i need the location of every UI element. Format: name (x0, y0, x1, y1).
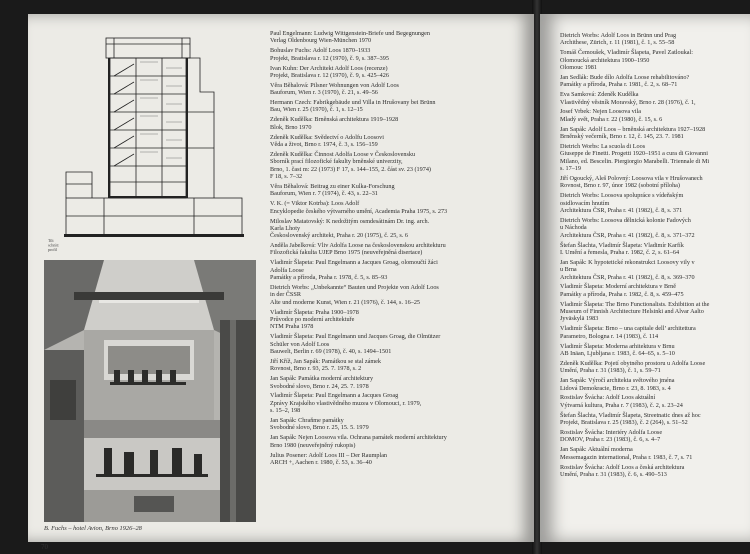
bibliography-line: Štefan Šlachta, Vladimír Šlapeta: Vladimír Karfík (560, 241, 684, 249)
bibliography-entry (270, 47, 528, 62)
bibliography-line: Vladimír Šlapeta: Moderna arhitektura v Brnu (560, 342, 675, 350)
bibliography-line: Vladimír Šlapeta: Paul Engelmann und Jacques Groag, die Olmützer (270, 333, 441, 341)
bibliography-entry (560, 126, 750, 141)
bibliography-entry (270, 242, 528, 257)
bibliography-line: Ivan Kuhn: Der Architekt Adolf Loos (recenze) (270, 64, 388, 72)
bibliography-entry (560, 377, 750, 392)
bibliography-line: Svobodné slovo, Brno r. 24, 25. 7. 1978 (270, 382, 369, 390)
bibliography-line: Miloslav Matatovský: K nedožitým osmdesátinám Dr. ing. arch. (270, 217, 430, 225)
bibliography-entry (560, 217, 750, 239)
bibliography-line: Museum of Finnish Architecture Helsinki and Alvar Aalto (560, 308, 704, 316)
bibliography-line: u Brna (560, 266, 577, 274)
bibliography-line: Jan Sapák: Adolf Loos – brněnská architektura 1927–1928 (560, 125, 706, 133)
bibliography-line: Zdeněk Kudělka: Pojetí obytného prostoru u Adolfa Loose (560, 359, 706, 367)
bibliography-entry (560, 108, 750, 123)
bibliography-line: Adolfa Loose (270, 266, 304, 274)
bibliography-line: NTM Praha 1978 (270, 323, 314, 331)
bibliography-line: Filozofická fakulta UJEP Brno 1975 (neuveřejněná disertace) (270, 249, 423, 257)
bibliography-line: Encyklopedie českého výtvarného umění, Academia Praha 1975, s. 273 (270, 207, 448, 215)
bibliography-entry (560, 360, 750, 375)
bibliography-line: Výtvarná kultura, Praha r. 7 (1983), č. 2, s. 23–24 (560, 401, 683, 409)
bibliography-line: Milano, ed. Bescelin. Piergiorgio Marabelli. Triennale di Mi (560, 157, 710, 165)
bibliography-entry (560, 429, 750, 444)
bibliography-entry (560, 464, 750, 479)
bibliography-line: Mladý svět, Praha r. 22 (1980), č. 15, s. 6 (560, 115, 663, 123)
bibliography-line: Blok, Brno 1970 (270, 123, 312, 131)
bibliography-entry (270, 333, 528, 355)
bibliography-right (560, 32, 750, 481)
bibliography-line: Projekt, Bratislava r. 12 (1970), č. 9, s. 387–395 (270, 54, 389, 62)
bibliography-line: in der ČSSR (270, 291, 301, 299)
bibliography-line: Jan Sapák: Výročí architekta světového jména (560, 377, 675, 385)
bibliography-line: Sborník prací filozofické fakulty brněnské univerzity, (270, 158, 403, 166)
bibliography-entry (270, 417, 528, 432)
bibliography-line: Archithese, Zürich, r. 11 (1981), č. 1, s. 55–58 (560, 39, 675, 47)
bibliography-entry (560, 143, 750, 172)
bibliography-line: Štefan Šlachta, Vladimír Šlapeta, Streetnatic dnes až hoc (560, 411, 701, 419)
bibliography-entry (560, 325, 750, 340)
bibliography-line: Bauforum, Wien r. 3 (1970), č. 21, s. 49–56 (270, 89, 378, 97)
bibliography-line: Zdeněk Kudělka: Činnost Adolfa Loose v Československu (270, 150, 416, 158)
bibliography-line: Památky a příroda, Praha r. 1978, č. 5, s. 85–93 (270, 274, 388, 282)
bibliography-entry (270, 309, 528, 331)
bibliography-line: Tomáš Čemoušek, Vladimír Šlapeta, Pavel Zatloukal: (560, 49, 693, 57)
bibliography-line: Zprávy Krajského vlastivědného muzea v Olomouci, r. 1979, (270, 399, 422, 407)
bibliography-entry (270, 134, 528, 149)
bibliography-line: Lidová Demokracie, Brno r. 23, 8. 1983, s. 4 (560, 384, 671, 392)
bibliography-entry (560, 394, 750, 409)
bibliography-line: Rovnost, Brno r. 93, 25. 7. 1978, s. 2 (270, 365, 362, 373)
bibliography-line: Dietrich Worbs: „Unbekannte“ Bauten und Projekte von Adolf Loos (270, 284, 439, 292)
bibliography-line: Památky a příroda, Praha r. 1981, č. 2, s. 68–71 (560, 81, 678, 89)
bibliography-line: Bau, Wien r. 25 (1970), č. 1, s. 12–15 (270, 106, 363, 114)
bibliography-line: Jan Sapák: Chraňme památky (270, 417, 344, 425)
bibliography-entry (270, 358, 528, 373)
bibliography-entry (560, 343, 750, 358)
bibliography-line: s. 17–19 (560, 165, 581, 173)
bibliography-entry (270, 452, 528, 467)
bibliography-line: Rostislav Švácha: Adolf Loos aktuální (560, 394, 656, 402)
bibliography-entry (270, 116, 528, 131)
bibliography-entry (560, 175, 750, 190)
bibliography-line: Věra Běhalová: Beitrag zu einer Kulka-Forschung (270, 182, 395, 190)
bibliography-line: Dietrich Worbs: Loosova spolupráce s vídeňským (560, 192, 684, 200)
bibliography-line: Československý architekt, Praha r. 20 (1975), č. 25, s. 6 (270, 232, 408, 240)
bibliography-line: Rostislav Švácha: Adolf Loos a česká architektura (560, 463, 685, 471)
bibliography-entry (270, 375, 528, 390)
bibliography-entry (560, 91, 750, 106)
bibliography-line: Parametro, Bologna r. 14 (1983), č. 114 (560, 332, 659, 340)
bibliography-line: Verlag Oldenbourg Wien-München 1970 (270, 37, 372, 45)
bibliography-line: Průvodce po moderní architektuře (270, 316, 355, 323)
bibliography-line: Julius Posener: Adolf Loos III – Der Raumplan (270, 451, 388, 459)
bibliography-line: Věra Běhalová: Pilsner Wohnungen von Adolf Loos (270, 81, 399, 89)
bibliography-entry (270, 82, 528, 97)
bibliography-entry (560, 283, 750, 298)
bibliography-line: Památky a příroda, Praha r. 1982, č. 8, s. 459–475 (560, 290, 684, 298)
bibliography-entry (560, 74, 750, 89)
bibliography-line: Vladimír Šlapeta: The Brno Functionalists. Exhibition at the (560, 300, 710, 308)
bibliography-line: Jan Sapák: Nejen Loosova vila. Ochrana památek moderní architektury (270, 434, 447, 442)
bibliography-entry (560, 32, 750, 47)
bibliography-line: Vlastivědný věstník Moravský, Brno r. 28 (1976), č. 1, (560, 98, 696, 106)
bibliography-line: Vladimír Šlapeta: Brno – una capitale dell’ architettura (560, 325, 696, 333)
bibliography-line: Messemagazin international, Praha r. 1983, č. 7, s. 71 (560, 453, 693, 461)
bibliography-entry (270, 151, 528, 180)
bibliography-line: Architektura ČSR, Praha r. 41 (1982), č. 8, s. 371 (560, 206, 683, 214)
bibliography-line: Jan Sapák: K hypotetické rekonstrukci Loosovy vily v (560, 258, 695, 266)
bibliography-line: Umění, Praha r. 31 (1983), č. 6, s. 490–513 (560, 470, 667, 478)
page-number: 70 (41, 543, 48, 551)
bibliography-entry (270, 392, 528, 414)
bibliography-line: ARCH +, Aachen r. 1980, č. 53, s. 36–40 (270, 459, 372, 466)
bibliography-line: I. Umění a řemesla, Praha r. 1982, č. 2, s. 61–64 (560, 248, 680, 256)
bibliography-entry (560, 412, 750, 427)
bibliography-line: Karla Lhoty (270, 224, 301, 232)
bibliography-line: Brno, 1. čast m: 22 (1973) F 17, s. 144–155, 2. část sv. 23 (1974) (270, 165, 431, 173)
bibliography-line: Paul Engelmann: Ludwig Wittgenstein-Briefe und Begegnungen (270, 30, 430, 37)
bibliography-line: Jan Sapák: Aktuální moderna (560, 446, 633, 454)
bibliography-line: Architektura ČSR, Praha r. 41 (1982), č. 8, s. 371–372 (560, 231, 695, 239)
bibliography-line: Bauforum, Wien r. 7 (1974), č. 43, s. 22–31 (270, 190, 378, 198)
bibliography-line: Jiří Ogoucký, Aleš Polovný: Loosova vila v Hrušovanech (560, 175, 703, 182)
hotel-interior-photo (44, 260, 256, 522)
bibliography-line: Jan Sapák: Památka moderní architektury (270, 375, 374, 383)
bibliography-line: Bauwelt, Berlin r. 69 (1978), č. 40, s. 1494–1501 (270, 347, 392, 355)
drawing-label: Tilt schnitt profil (48, 238, 59, 252)
bibliography-line: Dietrich Worbs: Loosova dělnická kolonie Fadových (560, 216, 691, 224)
bibliography-line: Věda a život, Brno r. 1974, č. 3, s. 156–159 (270, 141, 378, 149)
bibliography-left (270, 30, 528, 469)
bibliography-line: osidlovacím hnutím (560, 199, 610, 207)
bibliography-line: AB Ināan, Ljubljana r. 1983, č. 64–65, s. 5–10 (560, 349, 675, 357)
bibliography-line: Architektura ČSR, Praha r. 41 (1982), č. 8, s. 369–370 (560, 273, 695, 281)
bibliography-line: Vladimír Šlapeta: Paul Engelmann a Jacques Groag, olomoučtí žáci (270, 259, 438, 267)
bibliography-entry (560, 192, 750, 214)
bibliography-line: Brněnský večerník, Brno r. 12, č. 145, 23. 7. 1981 (560, 133, 684, 141)
bibliography-line: Zdeněk Kudělka: Brněnská architektura 1919–1928 (270, 116, 399, 124)
bibliography-line: Brno 1980 (neuveřejněný rukopis) (270, 441, 356, 449)
bibliography-entry (560, 446, 750, 461)
bibliography-entry (560, 301, 750, 323)
bibliography-line: Projekt, Bratislava r. 12 (1970), č. 9, s. 425–426 (270, 71, 389, 79)
bibliography-line: Projekt, Bratislava r. 25 (1983), č. 2 (264), s. 51–52 (560, 419, 688, 427)
right-page (540, 14, 750, 542)
bibliography-entry (560, 49, 750, 71)
bibliography-line: Rostislav Švácha: Interiéry Adolfa Loose (560, 429, 663, 437)
bibliography-line: Olomouc 1981 (560, 63, 597, 71)
bibliography-line: Dietrich Worbs: Adolf Loos in Brünn und Prag (560, 32, 677, 39)
photo-caption: B. Fuchs – hotel Avion, Brno 1926–28 (44, 525, 142, 532)
bibliography-entry (270, 218, 528, 240)
bibliography-line: Dietrich Worbs: La scuola di Loos (560, 143, 646, 151)
bibliography-entry (270, 284, 528, 306)
bibliography-entry (270, 30, 528, 45)
left-page (28, 14, 534, 551)
bibliography-entry (560, 259, 750, 281)
bibliography-line: Schüler von Adolf Loos (270, 340, 330, 348)
bibliography-entry (270, 200, 528, 215)
bibliography-line: Alte und moderne Kunst, Wien r. 21 (1976), č. 144, s. 16–25 (270, 298, 421, 306)
bibliography-line: Olomoucká architektura 1900–1950 (560, 56, 650, 64)
bibliography-entry (270, 259, 528, 281)
bibliography-entry (270, 434, 528, 449)
building-section-drawing (44, 32, 250, 254)
bibliography-line: Jiří Kříž, Jan Sapák: Památkou se stal zámek (270, 357, 382, 365)
bibliography-line: Vladimír Šlapeta: Paul Engelmann a Jacques Groag (270, 392, 399, 400)
bibliography-line: Rovnost, Brno r. 97, únor 1982 (sobotní příloha) (560, 182, 680, 190)
bibliography-line: Jan Sedlák: Bude dílo Adolfa Loose rehabilitováno? (560, 73, 690, 81)
bibliography-line: Hermann Czech: Fabrikgebäude und Villa in Hrušovany bei Brünn (270, 99, 436, 107)
bibliography-entry (270, 65, 528, 80)
bibliography-line: F 18, s. 7–32 (270, 173, 303, 180)
bibliography-line: Giuseppe de Finetti. Progetti 1920–1951 a cura di Giovanni (560, 150, 708, 158)
bibliography-line: Vladimír Šlapeta: Praha 1900–1978 (270, 308, 359, 316)
bibliography-entry (270, 183, 528, 198)
bibliography-line: s. 15–2, 198 (270, 407, 301, 415)
bibliography-line: Jyväskylä 1983 (560, 315, 599, 323)
bibliography-line: V. K. (= Viktor Kotrba): Loos Adolf (270, 200, 360, 208)
bibliography-line: Bohuslav Fuchs: Adolf Loos 1870–1933 (270, 47, 371, 55)
bibliography-entry (270, 99, 528, 114)
bibliography-line: Josef Vrbek: Nejen Loosova vila (560, 108, 641, 116)
bibliography-line: Zdeněk Kudělka: Svědectví o Adolfu Loosovi (270, 133, 384, 141)
bibliography-line: u Náchoda (560, 224, 587, 232)
bibliography-line: Eva Samková: Zdeněk Kudělka (560, 91, 639, 99)
bibliography-entry (560, 242, 750, 257)
bibliography-line: Umění, Praha r. 31 (1983), č. 1, s. 59–71 (560, 367, 661, 375)
bibliography-line: Anděla Jabelková: Vliv Adolfa Loose na československou architekturu (270, 242, 446, 250)
bibliography-line: DOMOV, Praha r. 23 (1983), č. 6, s. 4–7 (560, 436, 661, 444)
bibliography-line: Vladimír Šlapeta: Moderní architektura v Brně (560, 283, 676, 291)
bibliography-line: Svobodné slovo, Brno r. 25, 15. 5. 1979 (270, 424, 369, 432)
